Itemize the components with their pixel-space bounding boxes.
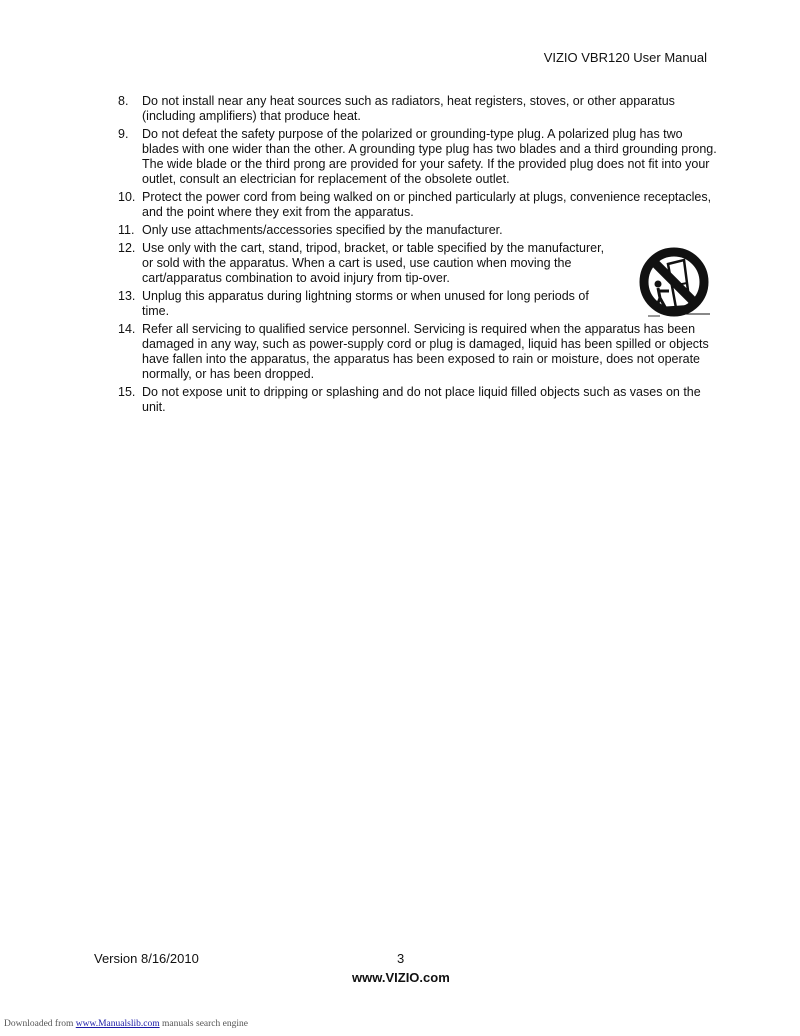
item-number: 8. (118, 94, 129, 108)
page-number: 3 (397, 951, 405, 966)
item-text: Unplug this apparatus during lightning storms or when unused for long periods of time. (142, 289, 589, 318)
footer-url: www.VIZIO.com (352, 970, 450, 985)
item-text: Do not expose unit to dripping or splashing and do not place liquid filled objects such as vases on the unit. (142, 385, 701, 414)
list-item (118, 223, 718, 238)
item-number: 15. (118, 385, 136, 399)
item-number: 14. (118, 322, 136, 336)
item-number: 11. (118, 223, 135, 237)
item-number: 10. (118, 190, 136, 204)
list-item (118, 94, 718, 124)
cart-tip-over-warning-icon (638, 246, 712, 324)
item-text: Protect the power cord from being walked on or pinched particularly at plugs, convenience receptacles, and the point where they exit from the apparatus. (142, 190, 712, 219)
item-text: Refer all servicing to qualified service personnel. Servicing is required when the apparatus has been damaged in any way, such as power-supply cord or plug is damaged, liquid has been spilled or objects have fallen into the apparatus, the apparatus has been exposed to rain or moisture, does not operate normally, or has been dropped. (142, 322, 709, 381)
item-text: Do not defeat the safety purpose of the polarized or grounding-type plug. A polarized plug has two blades with one wider than the other. A grounding type plug has two blades and a third grounding prong. The wide blade or the third prong are provided for your safety. If the provided plug does not fit into your outlet, consult an electrician for replacement of the obsolete outlet. (142, 127, 717, 186)
document-header-title: VIZIO VBR120 User Manual (543, 50, 707, 65)
list-item (118, 385, 718, 415)
item-text: Do not install near any heat sources such as radiators, heat registers, stoves, or other apparatus (including amplifiers) that produce heat. (142, 94, 675, 123)
list-item (118, 241, 718, 286)
item-number: 13. (118, 289, 136, 303)
list-item (118, 190, 718, 220)
list-item (118, 322, 718, 382)
manualslib-link[interactable]: www.Manualslib.com (75, 1019, 160, 1029)
item-number: 9. (118, 127, 129, 141)
item-text: Use only with the cart, stand, tripod, bracket, or table specified by the manufacturer, or sold with the apparatus. When a cart is used, use caution when moving the cart/apparatus combination to avoid injury from tip-over. (142, 241, 605, 285)
download-prefix: Downloaded from (4, 1019, 74, 1029)
list-item (118, 289, 718, 319)
item-number: 12. (118, 241, 136, 255)
footer-version: Version 8/16/2010 (94, 951, 199, 966)
download-note (4, 1019, 248, 1029)
item-text: Only use attachments/accessories specified by the manufacturer. (142, 223, 503, 237)
download-suffix: manuals search engine (161, 1019, 248, 1029)
list-item (118, 127, 718, 187)
safety-instructions-list (118, 94, 718, 418)
